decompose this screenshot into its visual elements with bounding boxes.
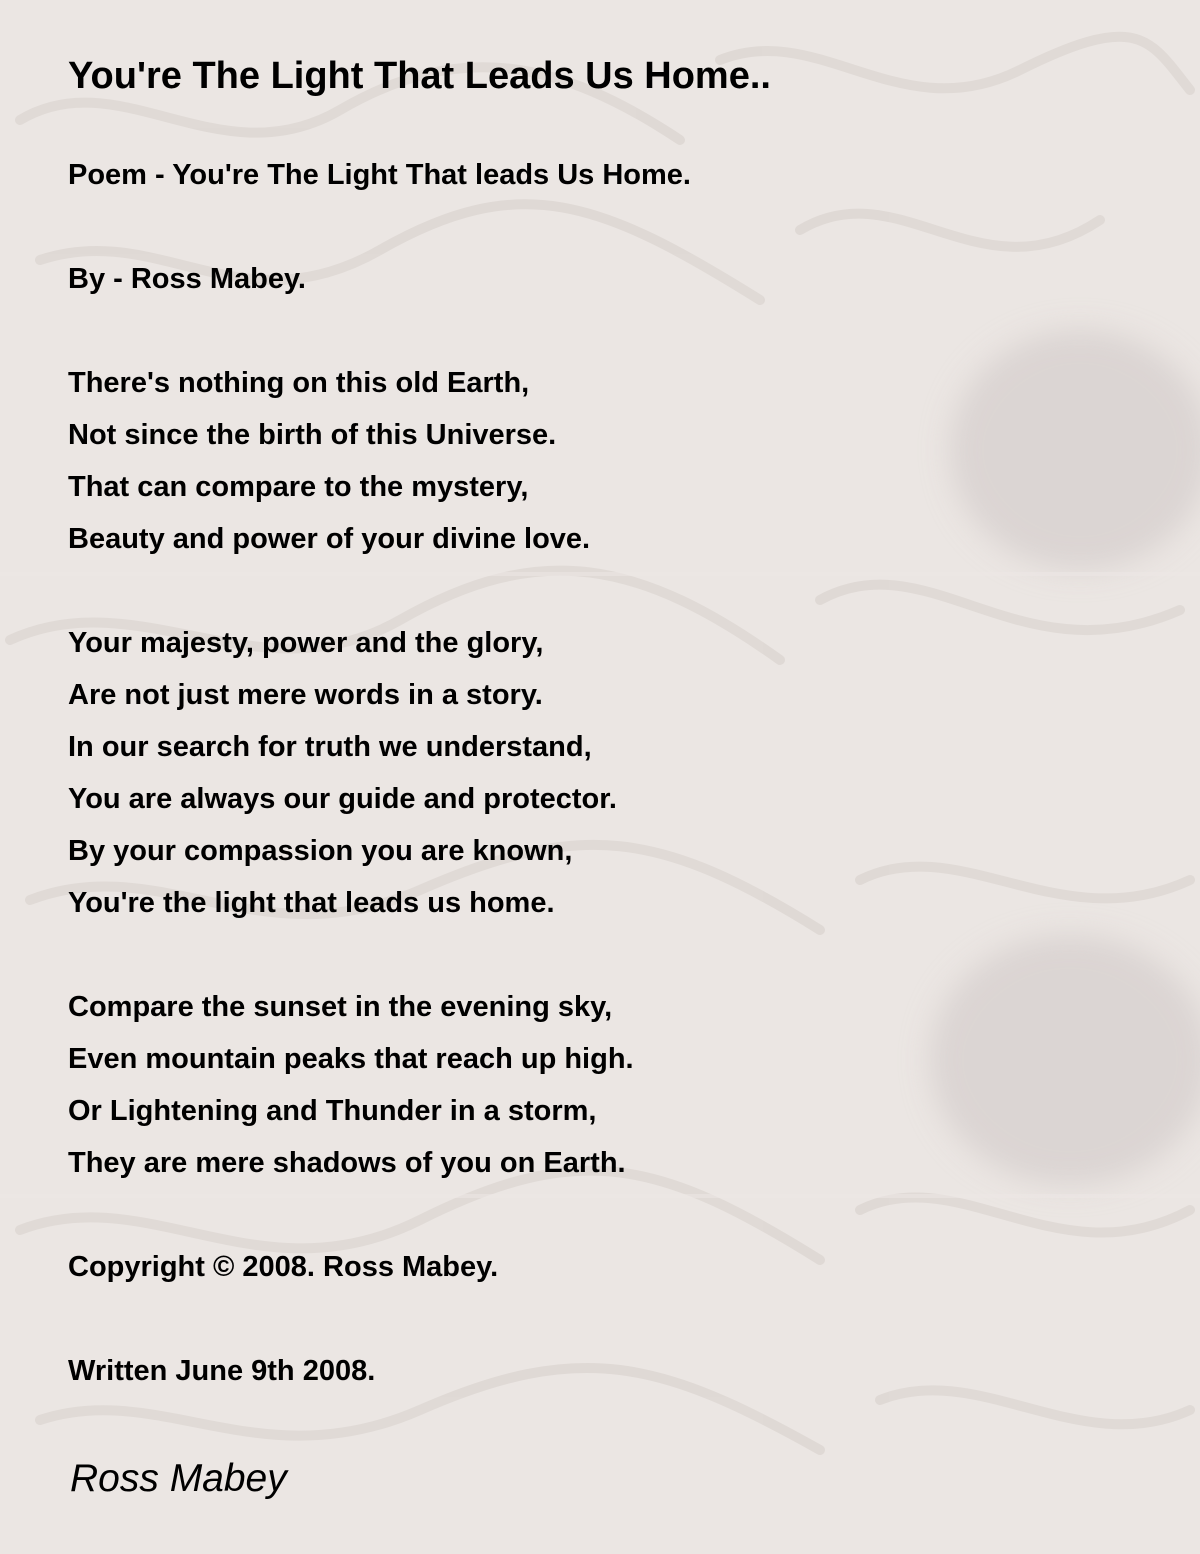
author-signature: Ross Mabey — [70, 1457, 287, 1500]
written-date-line: Written June 9th 2008. — [68, 1355, 376, 1387]
stanza-2-line-2: Are not just mere words in a story. — [68, 679, 543, 711]
stanza-1-line-4: Beauty and power of your divine love. — [68, 523, 591, 555]
stanza-2-line-6: You're the light that leads us home. — [68, 887, 555, 919]
poem-title: You're The Light That Leads Us Home.. — [68, 55, 771, 97]
stanza-3-line-4: They are mere shadows of you on Earth. — [68, 1147, 626, 1179]
stanza-1-line-3: That can compare to the mystery, — [68, 471, 529, 503]
stanza-1-line-1: There's nothing on this old Earth, — [68, 367, 530, 399]
stanza-2-line-3: In our search for truth we understand, — [68, 731, 592, 763]
stanza-3-line-3: Or Lightening and Thunder in a storm, — [68, 1095, 597, 1127]
poem-byline: By - Ross Mabey. — [68, 263, 306, 295]
copyright-line: Copyright © 2008. Ross Mabey. — [68, 1251, 499, 1283]
stanza-2-line-5: By your compassion you are known, — [68, 835, 573, 867]
stanza-3-line-2: Even mountain peaks that reach up high. — [68, 1043, 634, 1075]
stanza-2-line-1: Your majesty, power and the glory, — [68, 627, 544, 659]
stanza-1-line-2: Not since the birth of this Universe. — [68, 419, 557, 451]
stanza-3-line-1: Compare the sunset in the evening sky, — [68, 991, 613, 1023]
stanza-2-line-4: You are always our guide and protector. — [68, 783, 617, 815]
poem-header-line: Poem - You're The Light That leads Us Home. — [68, 159, 691, 191]
